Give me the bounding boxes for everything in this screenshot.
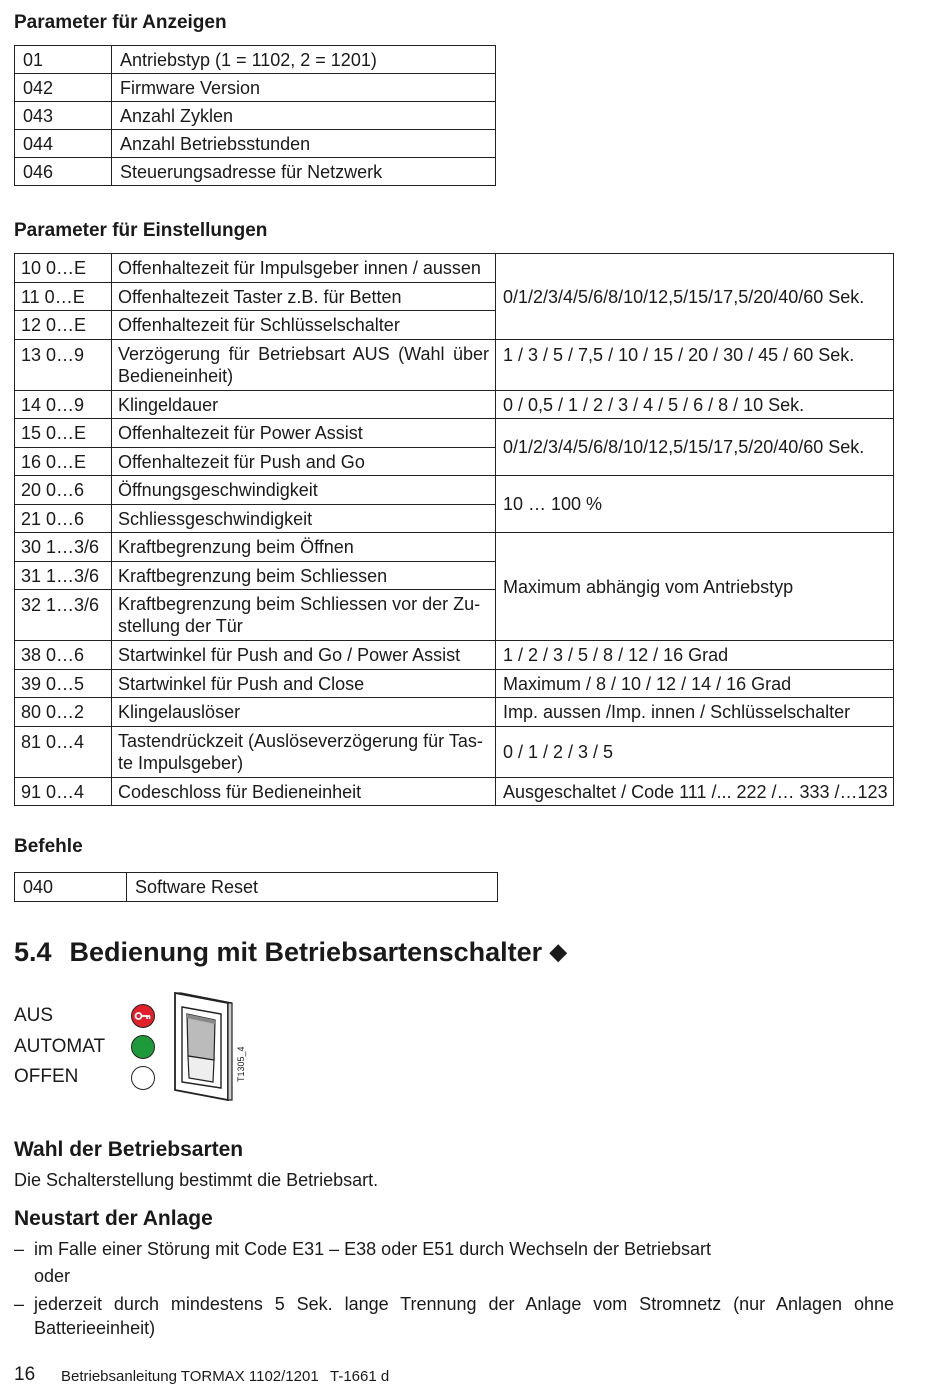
setting-params-table (14, 253, 894, 806)
param-desc: Öffnungsgeschwindigkeit (112, 476, 496, 505)
param-desc: Offenhaltezeit für Power Assist (112, 419, 496, 448)
mode-indicator-offen (131, 1066, 155, 1090)
param-desc: Codeschloss für Bedieneinheit (112, 778, 496, 806)
mode-label-automat: AUTOMAT (14, 1036, 106, 1057)
wahl-text: Die Schalterstellung bestimmt die Betriebsart. (14, 1170, 379, 1190)
list-item: jederzeit durch mindestens 5 Sek. lange Trennung der Anlage vom Stromnetz (nur Anlagen ohne (34, 1294, 894, 1314)
param-value: Maximum / 8 / 10 / 12 / 14 / 16 Grad (496, 670, 894, 698)
diamond-marker-icon: ◆ (549, 939, 567, 964)
param-value: Maximum abhängig vom Antriebstyp (496, 533, 894, 641)
param-desc: Klingelauslöser (112, 698, 496, 727)
table-row (15, 74, 496, 102)
display-params-heading: Parameter für Anzeigen (14, 12, 227, 33)
param-code: 21 0…6 (15, 505, 112, 533)
param-code: 16 0…E (15, 448, 112, 476)
table-row (15, 340, 894, 391)
param-desc: Anzahl Betriebsstunden (112, 130, 496, 158)
mode-label-aus: AUS (14, 1005, 54, 1026)
param-desc: Verzögerung für Betriebsart AUS (Wahl über Bedieneinheit) (112, 340, 496, 391)
page-number: 16 (14, 1364, 36, 1385)
list-or: oder (34, 1266, 71, 1286)
footer-doc-ref: T-1661 d (330, 1368, 390, 1385)
param-desc (112, 727, 496, 778)
table-row (15, 670, 894, 698)
table-row (15, 476, 894, 505)
param-desc: Anzahl Zyklen (112, 102, 496, 130)
list-bullet: – (14, 1239, 25, 1259)
param-value: 1 / 2 / 3 / 5 / 8 / 12 / 16 Grad (496, 641, 894, 670)
list-bullet: – (14, 1294, 25, 1314)
param-desc: Startwinkel für Push and Close (112, 670, 496, 698)
param-code: 046 (15, 158, 112, 186)
param-desc: Kraftbegrenzung beim Öffnen (112, 533, 496, 562)
table-row (15, 130, 496, 158)
param-desc: Antriebstyp (1 = 1102, 2 = 1201) (112, 46, 496, 74)
mode-label-offen: OFFEN (14, 1066, 79, 1087)
mode-indicator-aus (131, 1004, 155, 1028)
param-desc-line: Kraftbegrenzung beim Schliessen vor der Zu- (118, 594, 481, 614)
param-value: 10 … 100 % (496, 476, 894, 533)
param-code: 01 (15, 46, 112, 74)
figure-code: T1305_4 (236, 1046, 246, 1082)
list-item: im Falle einer Störung mit Code E31 – E38 oder E51 durch Wechseln der Betriebsart (34, 1239, 712, 1259)
param-code: 044 (15, 130, 112, 158)
table-row (15, 391, 894, 419)
param-code: 30 1…3/6 (15, 533, 112, 562)
param-value: 0/1/2/3/4/5/6/8/10/12,5/15/17,5/20/40/60 Sek. (496, 254, 894, 340)
param-value: Imp. aussen /Imp. innen / Schlüsselschalter (496, 698, 894, 727)
table-row (15, 533, 894, 562)
param-code: 14 0…9 (15, 391, 112, 419)
commands-table (14, 872, 498, 902)
param-code: 31 1…3/6 (15, 562, 112, 590)
table-row (15, 778, 894, 806)
display-params-table (14, 45, 496, 186)
param-desc: Startwinkel für Push and Go / Power Assist (112, 641, 496, 670)
table-row (15, 419, 894, 448)
param-code: 043 (15, 102, 112, 130)
section-title-text: Bedienung mit Betriebsartenschalter (69, 937, 543, 967)
param-code: 10 0…E (15, 254, 112, 283)
mode-indicator-automat (131, 1035, 155, 1059)
param-desc-line: te Impulsgeber) (118, 753, 244, 773)
footer-doc-title: Betriebsanleitung TORMAX 1102/1201 (61, 1368, 319, 1385)
param-code: 13 0…9 (15, 340, 112, 391)
commands-heading: Befehle (14, 836, 83, 857)
param-desc-line: Tastendrückzeit (Auslöseverzögerung für Tas- (118, 731, 483, 751)
param-code: 32 1…3/6 (15, 590, 112, 641)
table-row (15, 727, 894, 778)
param-code: 91 0…4 (15, 778, 112, 806)
param-code: 38 0…6 (15, 641, 112, 670)
param-value: 0 / 0,5 / 1 / 2 / 3 / 4 / 5 / 6 / 8 / 10 Sek. (496, 391, 894, 419)
param-desc: Offenhaltezeit für Push and Go (112, 448, 496, 476)
param-desc (112, 590, 496, 641)
param-desc: Offenhaltezeit für Schlüsselschalter (112, 311, 496, 340)
param-value: 0 / 1 / 2 / 3 / 5 (496, 727, 894, 778)
param-desc: Offenhaltezeit für Impulsgeber innen / aussen (112, 254, 496, 283)
param-desc: Offenhaltezeit Taster z.B. für Betten (112, 283, 496, 311)
section-title (14, 937, 567, 968)
param-desc: Steuerungsadresse für Netzwerk (112, 158, 496, 186)
param-code: 042 (15, 74, 112, 102)
param-desc: Klingeldauer (112, 391, 496, 419)
wahl-heading: Wahl der Betriebsarten (14, 1138, 244, 1161)
table-row (15, 102, 496, 130)
param-value: Ausgeschaltet / Code 111 /... 222 /… 333 /…123 (496, 778, 894, 806)
param-value: 1 / 3 / 5 / 7,5 / 10 / 15 / 20 / 30 / 45 / 60 Sek. (496, 340, 894, 391)
section-number: 5.4 (14, 937, 52, 967)
param-desc-line: stellung der Tür (118, 616, 243, 636)
param-code: 11 0…E (15, 283, 112, 311)
command-desc: Software Reset (127, 873, 498, 902)
table-row (15, 698, 894, 727)
param-code: 80 0…2 (15, 698, 112, 727)
setting-params-heading: Parameter für Einstellungen (14, 220, 268, 241)
table-row (15, 158, 496, 186)
table-row (15, 254, 894, 283)
param-desc: Firmware Version (112, 74, 496, 102)
table-row (15, 46, 496, 74)
param-code: 12 0…E (15, 311, 112, 340)
command-code: 040 (15, 873, 127, 902)
table-row (15, 873, 498, 902)
param-code: 39 0…5 (15, 670, 112, 698)
neustart-heading: Neustart der Anlage (14, 1207, 213, 1230)
key-icon (132, 1005, 154, 1027)
table-row (15, 641, 894, 670)
param-desc: Kraftbegrenzung beim Schliessen (112, 562, 496, 590)
param-code: 20 0…6 (15, 476, 112, 505)
param-value: 0/1/2/3/4/5/6/8/10/12,5/15/17,5/20/40/60 Sek. (496, 419, 894, 476)
param-code: 81 0…4 (15, 727, 112, 778)
list-item-continued: Batterieeinheit) (34, 1318, 156, 1338)
param-desc: Schliessgeschwindigkeit (112, 505, 496, 533)
param-code: 15 0…E (15, 419, 112, 448)
